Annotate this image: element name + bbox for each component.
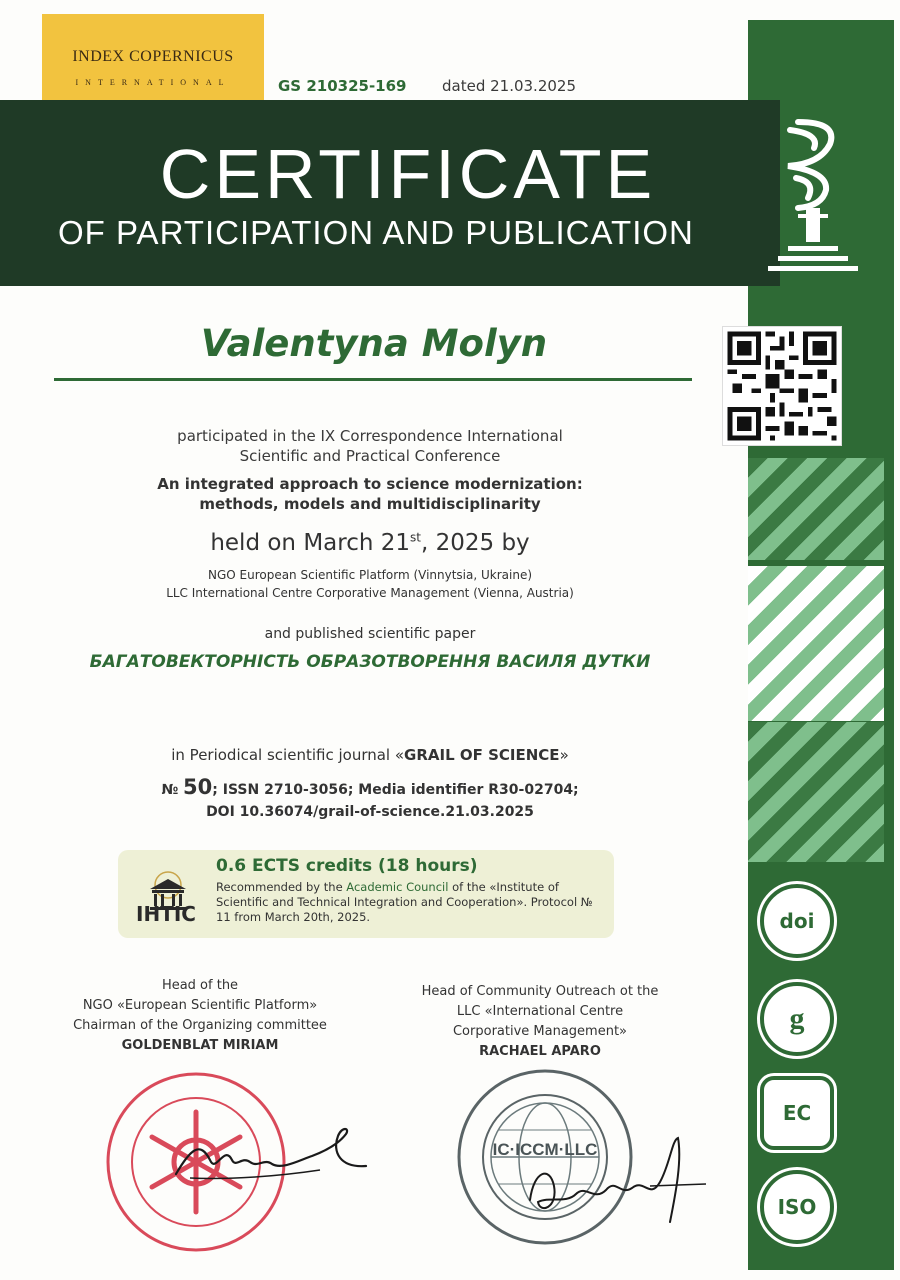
ects-desc-rest: of the «Institute of Scientific and Technical Integration and Cooperation». Protocol № 11 from March 20th, 2025. xyxy=(216,880,593,924)
held-superscript: st xyxy=(410,530,421,545)
journal-suffix: » xyxy=(559,746,569,764)
signatory-right-line-2: LLC «International Centre xyxy=(456,1004,624,1019)
certificate-date: dated 21.03.2025 xyxy=(442,77,576,95)
issue-rest: ; ISSN 2710-3056; Media identifier R30-02704; xyxy=(212,782,579,798)
ec-icon xyxy=(760,1076,834,1150)
held-prefix: held on March 21 xyxy=(210,530,411,556)
journal-line xyxy=(80,746,660,764)
signatory-right-line-1: Head of Community Outreach ot the xyxy=(421,984,659,999)
index-copernicus-logo xyxy=(42,14,264,104)
issue-details xyxy=(80,776,660,823)
signatory-left-line-3: Chairman of the Organizing committee xyxy=(73,1018,327,1033)
signatory-left-name: GOLDENBLAT MIRIAM xyxy=(121,1038,279,1053)
certificate-subtitle: OF PARTICIPATION AND PUBLICATION xyxy=(58,214,694,251)
issue-label: № xyxy=(161,782,184,798)
conference-title-line-1: An integrated approach to science modernization: xyxy=(157,475,583,493)
left-handwritten-signature xyxy=(170,1120,370,1190)
signatory-left-line-2: NGO «European Scientific Platform» xyxy=(82,998,318,1013)
certificate-number: GS 210325-169 xyxy=(278,77,407,95)
ects-recommendation xyxy=(216,880,606,925)
paper-title: БАГАТОВЕКТОРНІСТЬ ОБРАЗОТВОРЕННЯ ВАСИЛЯ ДУТКИ xyxy=(89,652,651,672)
participant-name: Valentyna Molyn xyxy=(200,322,548,365)
publication-intro: and published scientific paper xyxy=(264,626,476,642)
organizers xyxy=(80,566,660,602)
name-underline xyxy=(54,378,692,381)
ects-desc-prefix: Recommended by the xyxy=(216,880,347,894)
ec-icon-label: EC xyxy=(782,1101,812,1125)
stripe-pattern-top xyxy=(748,458,884,560)
conference-date xyxy=(80,530,660,556)
held-suffix: , 2025 by xyxy=(420,530,530,556)
conference-title-line-2: methods, models and multidisciplinarity xyxy=(199,495,541,513)
organizer-2: LLC International Centre Corporative Management (Vienna, Austria) xyxy=(166,586,574,600)
ihtic-logo-text: IHTIC xyxy=(136,902,196,926)
doi-icon xyxy=(760,884,834,958)
journal-name: GRAIL OF SCIENCE xyxy=(404,746,560,764)
signatory-right-line-3: Corporative Management» xyxy=(452,1024,627,1039)
journal-prefix: in Periodical scientific journal « xyxy=(171,746,405,764)
google-scholar-icon xyxy=(760,982,834,1056)
signatory-left-line-1: Head of the xyxy=(161,978,239,993)
issue-line xyxy=(80,776,660,801)
logo-main-text: INDEX COPERNICUS xyxy=(72,48,234,65)
right-stamp-center-text: IC·ICCM·LLC xyxy=(492,1140,598,1159)
doi-icon-label: doi xyxy=(779,909,815,933)
stripe-pattern-middle xyxy=(748,566,884,721)
right-handwritten-signature xyxy=(520,1130,710,1230)
caduceus-emblem-icon xyxy=(768,108,862,278)
conference-title xyxy=(80,474,660,514)
signatory-left xyxy=(40,976,360,1056)
ects-academic-council: Academic Council xyxy=(346,880,449,894)
participation-line-1: participated in the IX Correspondence International xyxy=(177,427,563,445)
certificate-title: CERTIFICATE xyxy=(159,135,657,213)
participation-line-2: Scientific and Practical Conference xyxy=(239,447,501,465)
doi-line[interactable]: DOI 10.36074/grail-of-science.21.03.2025 xyxy=(206,804,534,820)
issue-number: 50 xyxy=(183,775,213,799)
ects-credits: 0.6 ECTS credits (18 hours) xyxy=(216,856,478,876)
stripe-pattern-bottom xyxy=(748,722,884,862)
participation-statement xyxy=(80,426,660,466)
signatory-right-name: RACHAEL APARO xyxy=(479,1044,601,1059)
signatory-right xyxy=(390,982,690,1062)
iso-icon-label: ISO xyxy=(777,1195,817,1219)
qr-code[interactable] xyxy=(722,326,842,446)
google-scholar-icon-label: g xyxy=(789,1002,805,1035)
organizer-1: NGO European Scientific Platform (Vinnytsia, Ukraine) xyxy=(207,568,533,582)
logo-sub-text: INTERNATIONAL xyxy=(75,78,231,87)
iso-icon xyxy=(760,1170,834,1244)
qr-code-image xyxy=(723,327,841,445)
